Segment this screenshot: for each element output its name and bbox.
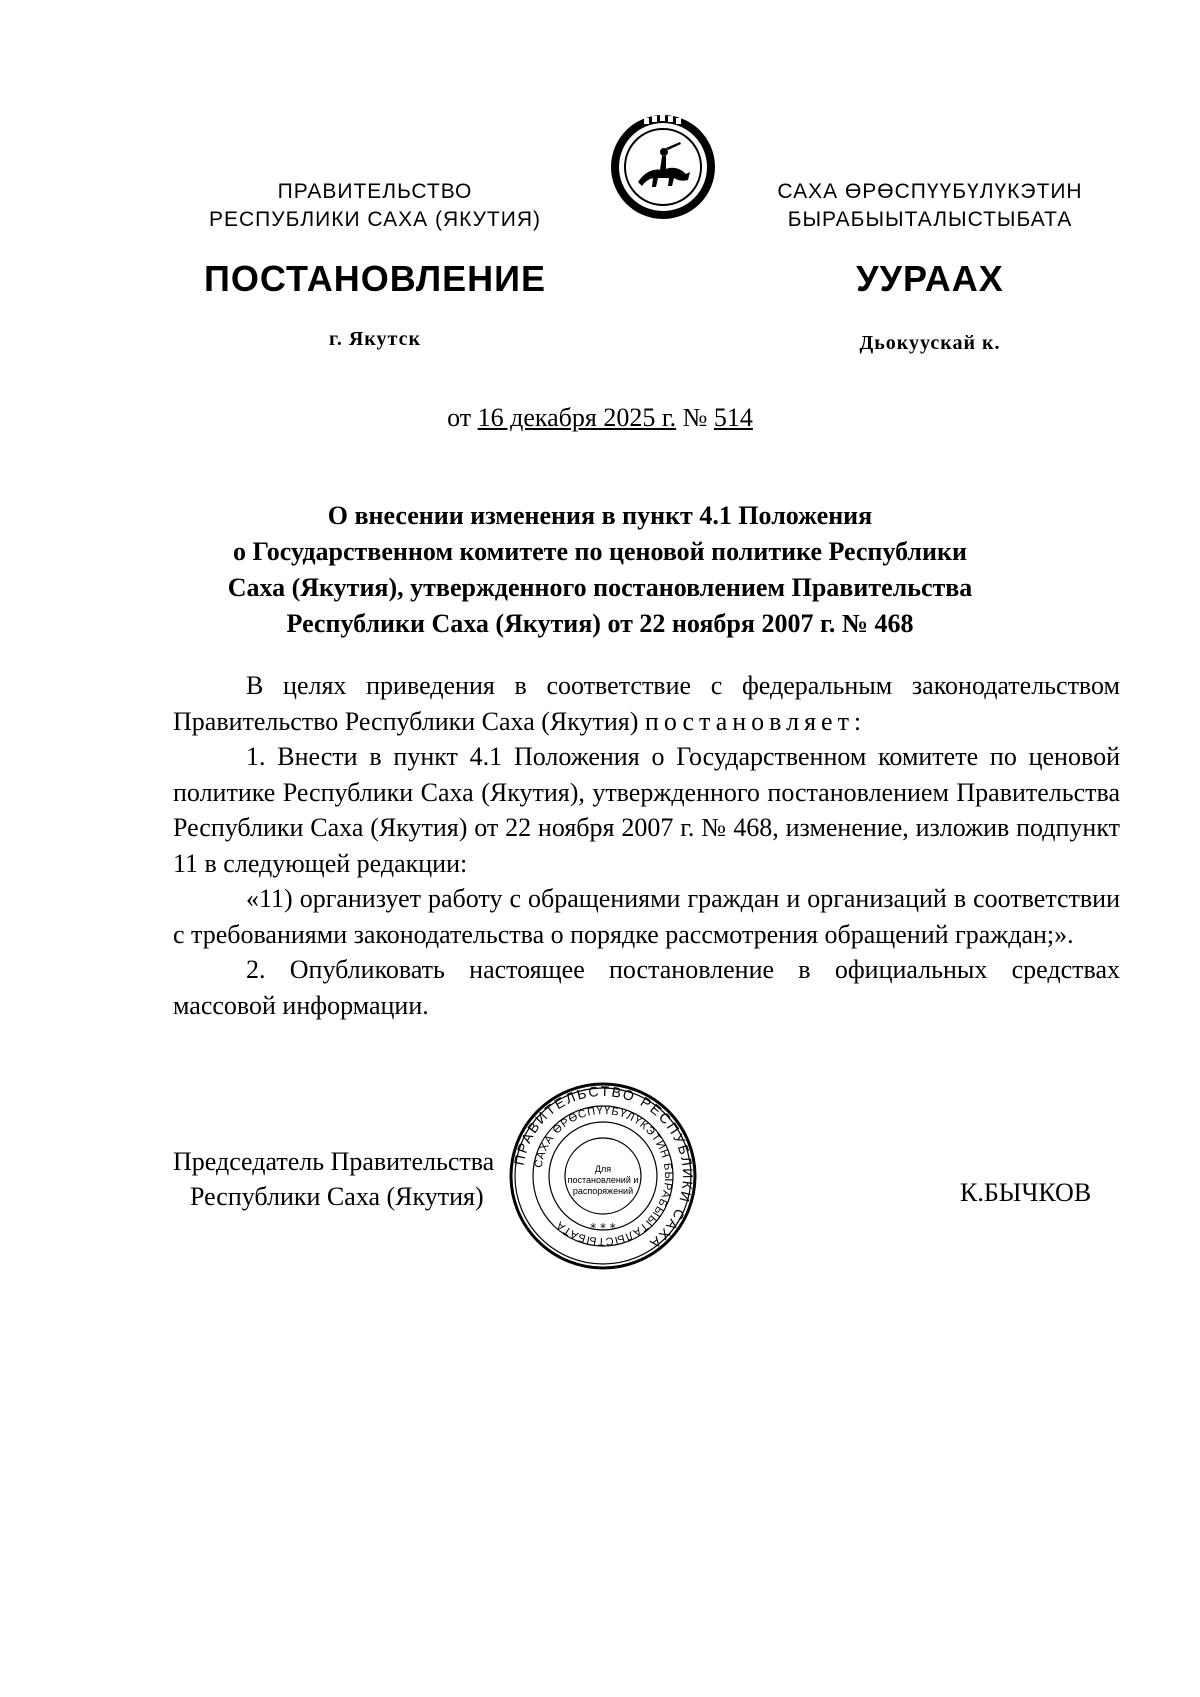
paragraph-quote: «11) организует работу с обращениями граждан и организаций в соответствии с требованиями законодательства о порядке рассмотрения обращений граждан;». <box>173 884 1120 949</box>
document-type-ru: ПОСТАНОВЛЕНИЕ <box>204 258 546 299</box>
date-and-number <box>0 403 1200 433</box>
paragraph-item-2: 2. Опубликовать настоящее постановление в официальных средствах массовой информации. <box>173 955 1120 1020</box>
preamble-text: В целях приведения в соответствие с федеральным законодательством Правительство Республики Саха (Якутия) <box>173 671 1120 736</box>
government-name-ru <box>175 178 575 234</box>
seal-center-line2: постановлений и <box>567 1175 639 1185</box>
signatory-position-line1: Председатель Правительства <box>173 1147 495 1176</box>
paragraph-preamble <box>173 668 1120 739</box>
number-sign: № <box>682 403 708 432</box>
government-name-sakha-line1: САХА ӨРӨСПҮҮБҮЛҮКЭТИН <box>777 180 1083 203</box>
heading-line: О внесении изменения в пункт 4.1 Положения <box>327 501 873 530</box>
document-date: 16 декабря 2025 г. <box>477 403 677 432</box>
city-sakha: Дьокуускай к. <box>859 332 1001 354</box>
government-name-sakha <box>740 178 1120 234</box>
document-number: 514 <box>713 403 753 432</box>
seal-outer-text: ПРАВИТЕЛЬСТВО РЕСПУБЛИКИ САХА <box>510 1082 697 1253</box>
government-name-ru-line2: РЕСПУБЛИКИ САХА (ЯКУТИЯ) <box>208 208 542 231</box>
heading-line: о Государственном комитете по ценовой политике Республики <box>233 537 967 566</box>
seal-inner-text: САХА ӨРӨСПҮҮБҮЛҮКЭТИН БЫРАБЫЫТАЛЫСТЫБАТА <box>532 1104 675 1248</box>
document-heading <box>190 498 1010 642</box>
seal-stars: * * * <box>590 1221 616 1235</box>
signatory-name: К.БЫЧКОВ <box>960 1178 1092 1207</box>
resolves-word: постановляет: <box>644 706 867 736</box>
date-prefix: от <box>447 403 472 432</box>
heading-line: Республики Саха (Якутия) от 22 ноября 2007 г. № 468 <box>286 609 914 638</box>
government-name-sakha-line2: БЫРАБЫЫТАЛЫСТЫБАТА <box>787 208 1073 231</box>
document-body <box>173 668 1120 1023</box>
coat-of-arms-emblem <box>608 112 718 222</box>
heading-line: Саха (Якутия), утвержденного постановлением Правительства <box>227 573 973 602</box>
signatory-position-line2: Республики Саха (Якутия) <box>190 1182 484 1211</box>
document-type-sakha: УУРААХ <box>856 258 1004 299</box>
seal-center-line3: распоряжений <box>572 1186 634 1196</box>
paragraph-item-1: 1. Внести в пункт 4.1 Положения о Государственном комитете по ценовой политике Республики Саха (Якутия), утвержденного постановлением Правительства Республики Саха (Якутия) от 22 ноября 2007 г. № 468, изменение, изложив подпункт 11 в следующей редакции: <box>173 742 1120 878</box>
seal-center-line1: Для <box>594 1164 612 1174</box>
official-seal <box>507 1080 699 1272</box>
government-name-ru-line1: ПРАВИТЕЛЬСТВО <box>277 180 473 203</box>
city-ru: г. Якутск <box>329 328 421 350</box>
